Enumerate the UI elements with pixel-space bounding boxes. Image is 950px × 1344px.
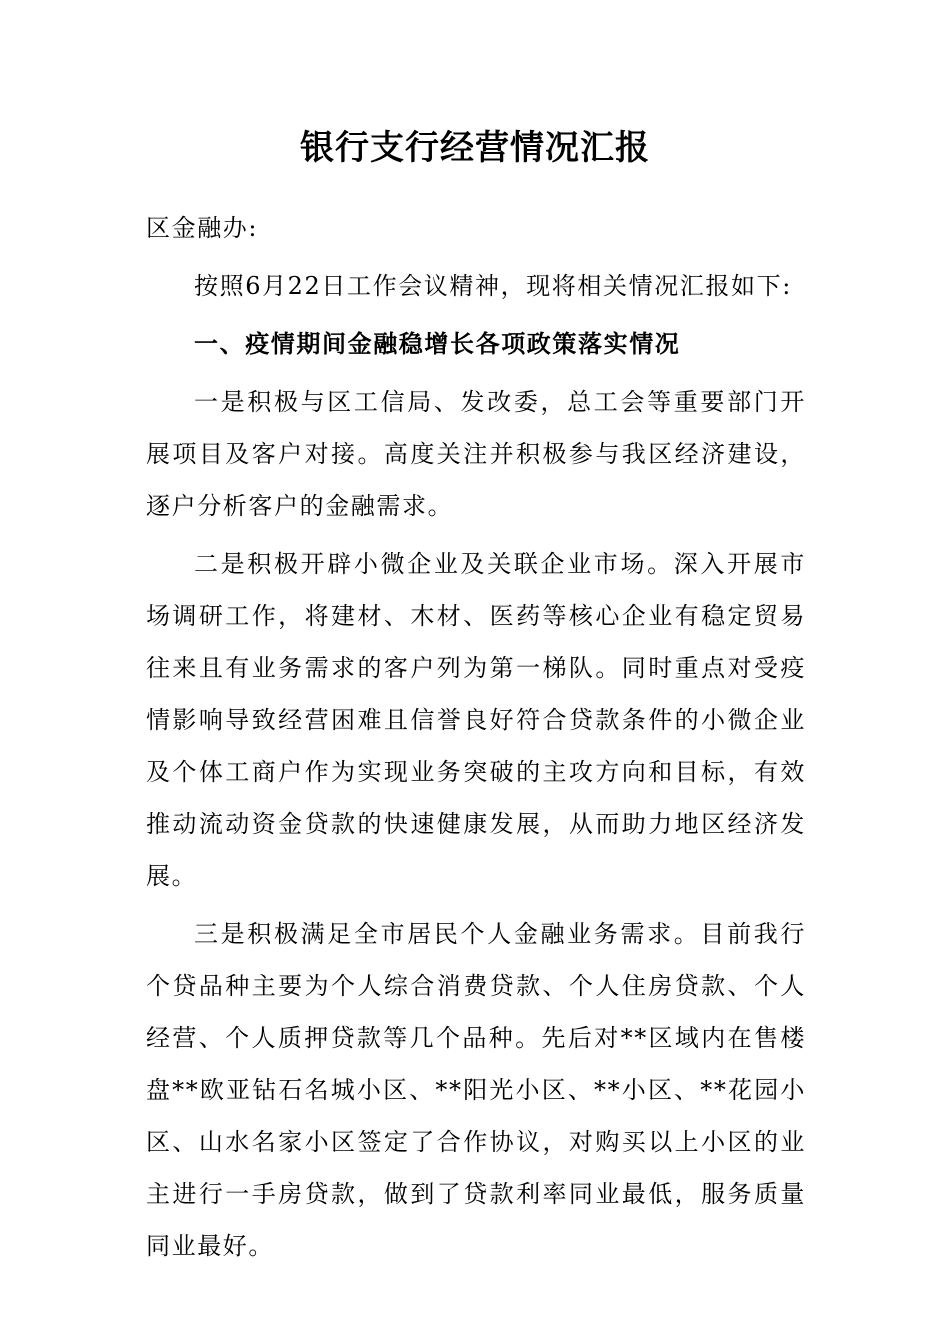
document-body [146, 202, 806, 1272]
intro-paragraph: 按照6月22日工作会议精神，现将相关情况汇报如下: [194, 272, 792, 300]
paragraph-1: 一是积极与区工信局、发改委，总工会等重要部门开展项目及客户对接。高度关注并积极参与我区经济建设，逐户分析客户的金融需求。 [146, 388, 806, 520]
document-title: 银行支行经营情况汇报 [300, 128, 650, 168]
paragraph-3: 三是积极满足全市居民个人金融业务需求。目前我行个贷品种主要为个人综合消费贷款、个人住房贷款、个人经营、个人质押贷款等几个品种。先后对**区域内在售楼盘**欧亚钻石名城小区、**阳光小区、**小区、**花园小区、山水名家小区签定了合作协议，对购买以上小区的业主进行一手房贷款，做到了贷款利率同业最低，服务质量同业最好。 [146, 920, 806, 1260]
section-heading-1: 一、疫情期间金融稳增长各项政策落实情况 [194, 329, 681, 358]
salutation: 区金融办: [146, 214, 259, 242]
paragraph-2: 二是积极开辟小微企业及关联企业市场。深入开展市场调研工作，将建材、木材、医药等核心企业有稳定贸易往来且有业务需求的客户列为第一梯队。同时重点对受疫情影响导致经营困难且信誉良好符合贷款条件的小微企业及个体工商户作为实现业务突破的主攻方向和目标，有效推动流动资金贷款的快速健康发展，从而助力地区经济发展。 [146, 550, 806, 890]
